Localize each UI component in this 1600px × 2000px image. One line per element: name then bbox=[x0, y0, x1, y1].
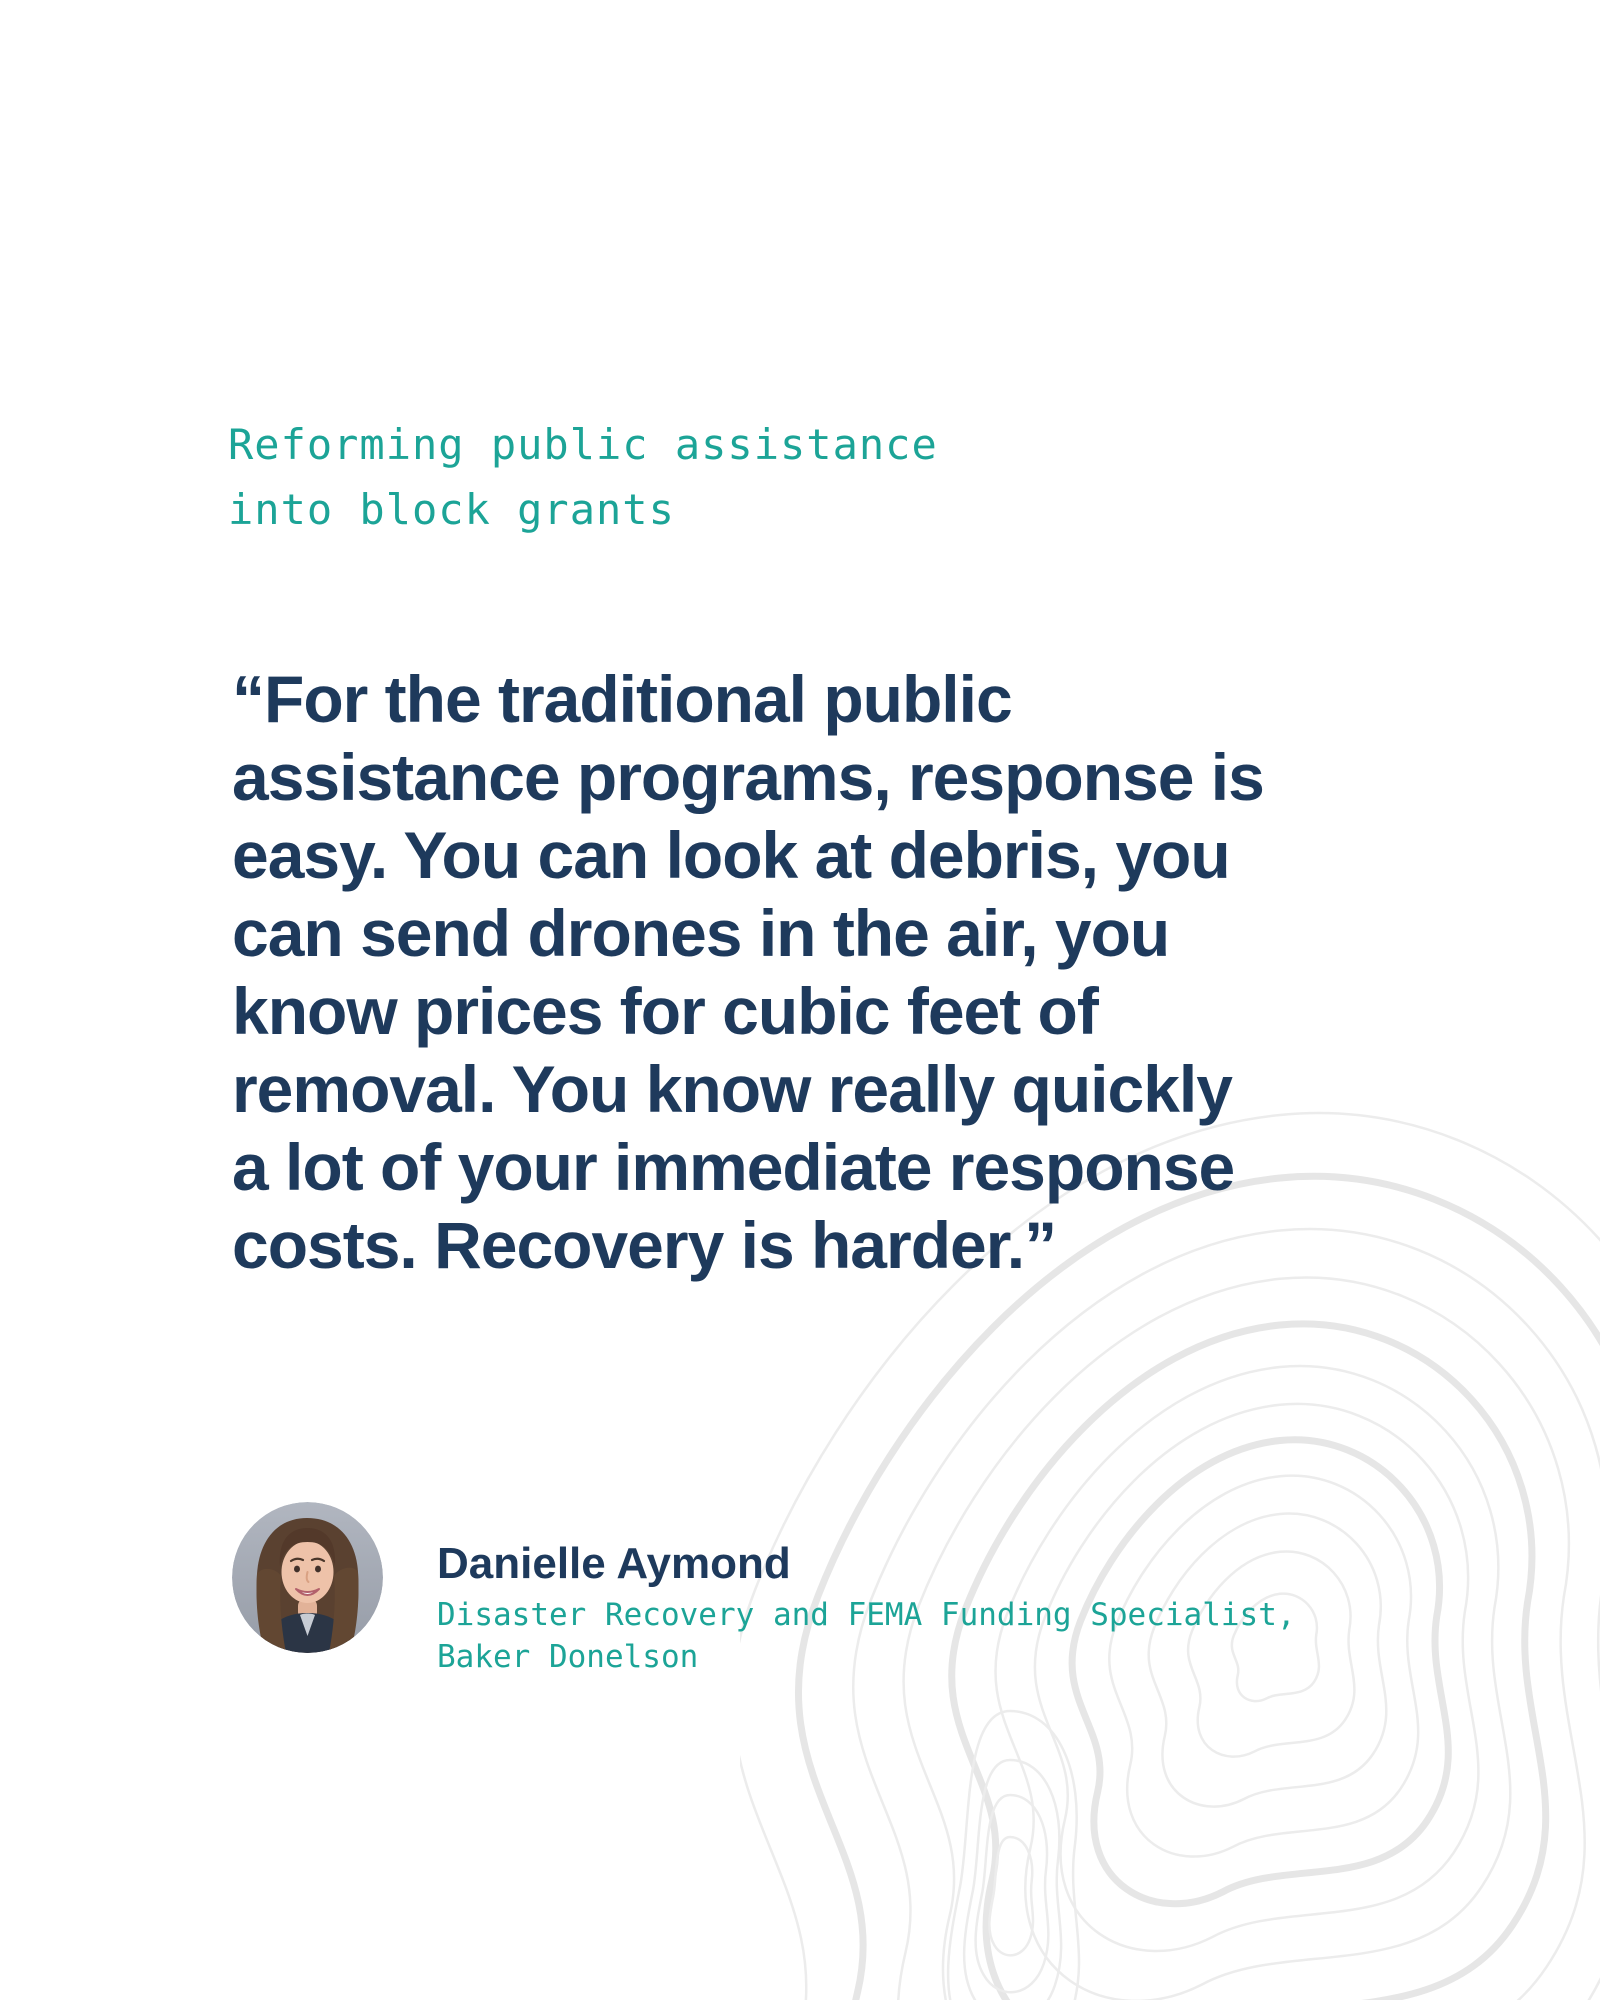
person-role bbox=[437, 1594, 1296, 1678]
person-name: Danielle Aymond bbox=[437, 1539, 791, 1588]
quote-line: a lot of your immediate response bbox=[232, 1130, 1235, 1204]
section-label bbox=[228, 412, 938, 542]
quote-line: costs. Recovery is harder.” bbox=[232, 1208, 1057, 1282]
quote-line: know prices for cubic feet of bbox=[232, 974, 1098, 1048]
quote-line: can send drones in the air, you bbox=[232, 896, 1170, 970]
quote-line: easy. You can look at debris, you bbox=[232, 818, 1230, 892]
quote-line: “For the traditional public bbox=[232, 662, 1012, 736]
avatar-photo bbox=[232, 1502, 383, 1653]
pull-quote bbox=[232, 660, 1264, 1284]
quote-line: removal. You know really quickly bbox=[232, 1052, 1232, 1126]
section-label-line-1: Reforming public assistance bbox=[228, 420, 938, 469]
quote-line: assistance programs, response is bbox=[232, 740, 1264, 814]
person-role-line: Disaster Recovery and FEMA Funding Specialist, bbox=[437, 1597, 1296, 1633]
person-company-line: Baker Donelson bbox=[437, 1639, 699, 1675]
section-label-line-2: into block grants bbox=[228, 485, 675, 534]
woman-portrait-illustration bbox=[232, 1502, 383, 1653]
